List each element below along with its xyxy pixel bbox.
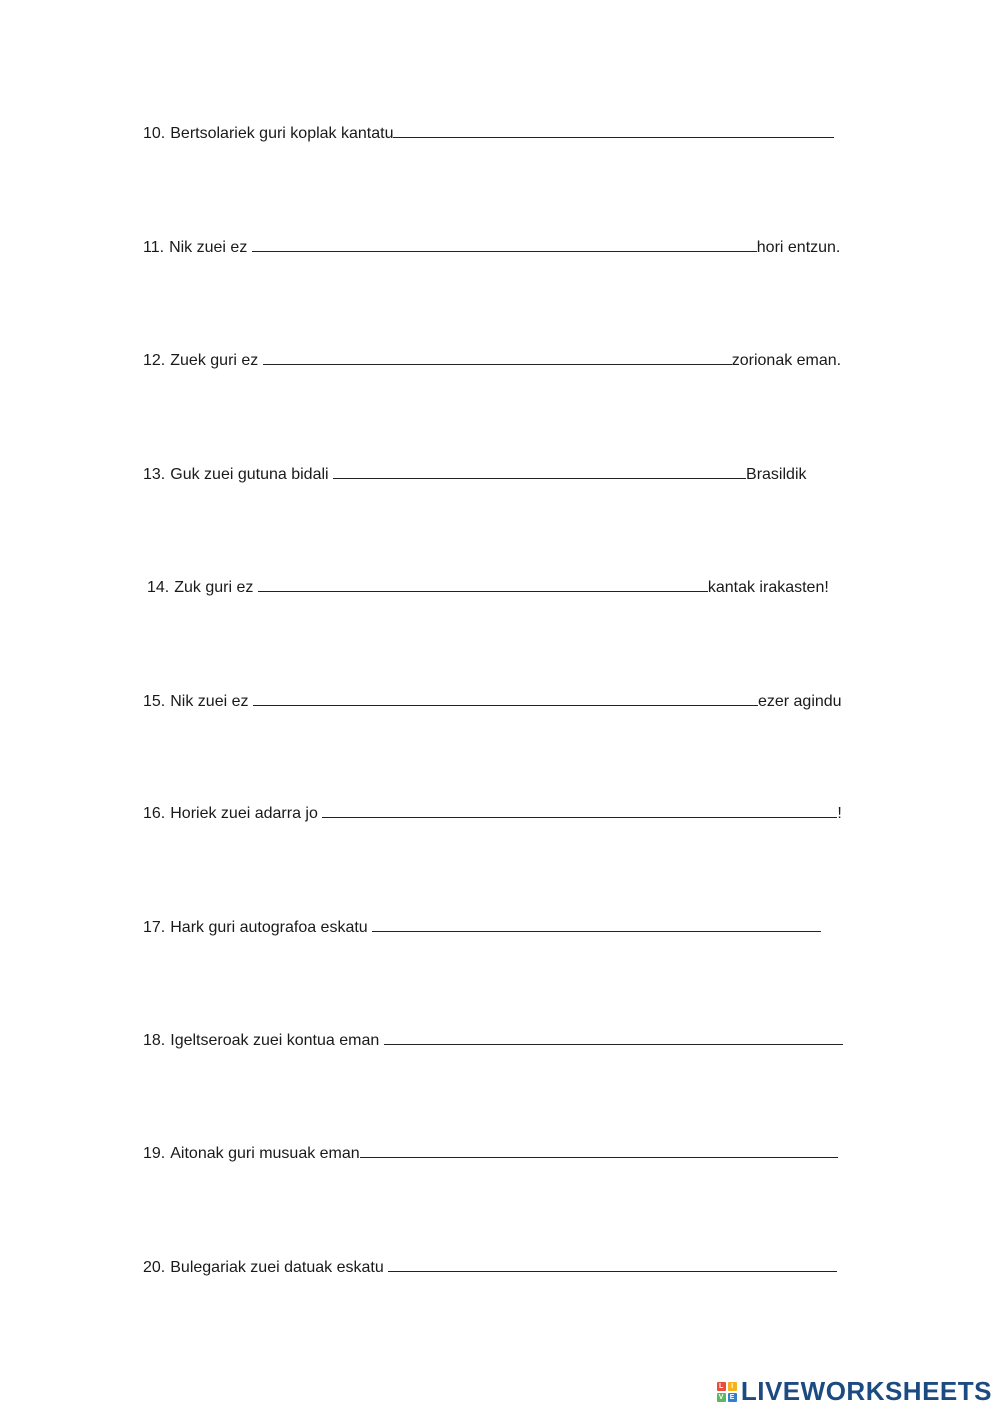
- exercise-row: [143, 460, 807, 485]
- answer-blank[interactable]: [393, 119, 834, 138]
- exercise-number: 11.: [143, 239, 165, 256]
- answer-input[interactable]: [384, 1026, 843, 1043]
- exercise-row: [143, 687, 842, 712]
- answer-blank[interactable]: [360, 1139, 838, 1158]
- brand-name: LIVEWORKSHEETS: [740, 1376, 992, 1406]
- exercise-row: [143, 233, 840, 258]
- exercise-text-before: Igeltseroak zuei kontua eman: [170, 1032, 384, 1049]
- liveworksheets-logo-icon: L I V E: [718, 1382, 735, 1401]
- exercise-number: 19.: [143, 1145, 166, 1162]
- answer-input[interactable]: [333, 460, 746, 477]
- answer-blank[interactable]: [333, 460, 746, 479]
- answer-input[interactable]: [393, 119, 834, 136]
- answer-blank[interactable]: [263, 346, 732, 365]
- answer-blank[interactable]: [258, 573, 708, 592]
- exercise-text-before: Guk zuei gutuna bidali: [170, 466, 334, 483]
- exercise-row: [143, 119, 834, 144]
- answer-blank[interactable]: [322, 799, 837, 818]
- exercise-row: [143, 346, 841, 371]
- exercise-text-before: Zuek guri ez: [170, 352, 263, 369]
- exercise-row: [143, 1139, 838, 1164]
- exercise-text-before: Bertsolariek guri koplak kantatu: [170, 125, 394, 142]
- answer-input[interactable]: [263, 346, 732, 363]
- exercise-row: [143, 799, 842, 824]
- liveworksheets-logo: [717, 1376, 992, 1407]
- exercise-row: [143, 913, 821, 938]
- exercise-number: 13.: [143, 466, 166, 483]
- exercise-text-after: kantak irakasten!: [707, 579, 829, 596]
- exercise-text-before: Zuk guri ez: [174, 579, 258, 596]
- exercise-text-after: !: [837, 805, 842, 822]
- exercise-row: [143, 1026, 843, 1051]
- exercise-number: 16.: [143, 805, 166, 822]
- exercise-text-after: zorionak eman.: [731, 352, 842, 369]
- exercise-number: 15.: [143, 693, 166, 710]
- exercise-number: 17.: [143, 919, 166, 936]
- exercise-text-before: Nik zuei ez: [169, 239, 252, 256]
- exercise-row: [147, 573, 829, 598]
- answer-blank[interactable]: [253, 687, 758, 706]
- exercise-number: 12.: [143, 352, 166, 369]
- exercise-text-before: Hark guri autografoa eskatu: [170, 919, 373, 936]
- exercise-number: 14.: [147, 579, 170, 596]
- exercise-text-before: Horiek zuei adarra jo: [170, 805, 323, 822]
- exercise-number: 10.: [143, 125, 166, 142]
- exercise-text-after: hori entzun.: [756, 239, 841, 256]
- exercise-text-after: ezer agindu: [757, 693, 842, 710]
- exercise-number: 20.: [143, 1259, 166, 1276]
- answer-input[interactable]: [360, 1139, 838, 1156]
- exercise-text-before: Bulegariak zuei datuak eskatu: [170, 1259, 389, 1276]
- exercise-text-before: Nik zuei ez: [170, 693, 253, 710]
- answer-blank[interactable]: [252, 233, 757, 252]
- exercise-text-before: Aitonak guri musuak eman: [170, 1145, 360, 1162]
- answer-input[interactable]: [253, 687, 758, 704]
- answer-blank[interactable]: [372, 913, 821, 932]
- answer-input[interactable]: [252, 233, 757, 250]
- answer-input[interactable]: [258, 573, 708, 590]
- answer-input[interactable]: [388, 1253, 837, 1270]
- answer-blank[interactable]: [384, 1026, 843, 1045]
- answer-input[interactable]: [322, 799, 837, 816]
- answer-input[interactable]: [372, 913, 821, 930]
- answer-blank[interactable]: [388, 1253, 837, 1272]
- exercise-number: 18.: [143, 1032, 166, 1049]
- exercise-row: [143, 1253, 837, 1278]
- exercise-text-after: Brasildik: [746, 466, 807, 483]
